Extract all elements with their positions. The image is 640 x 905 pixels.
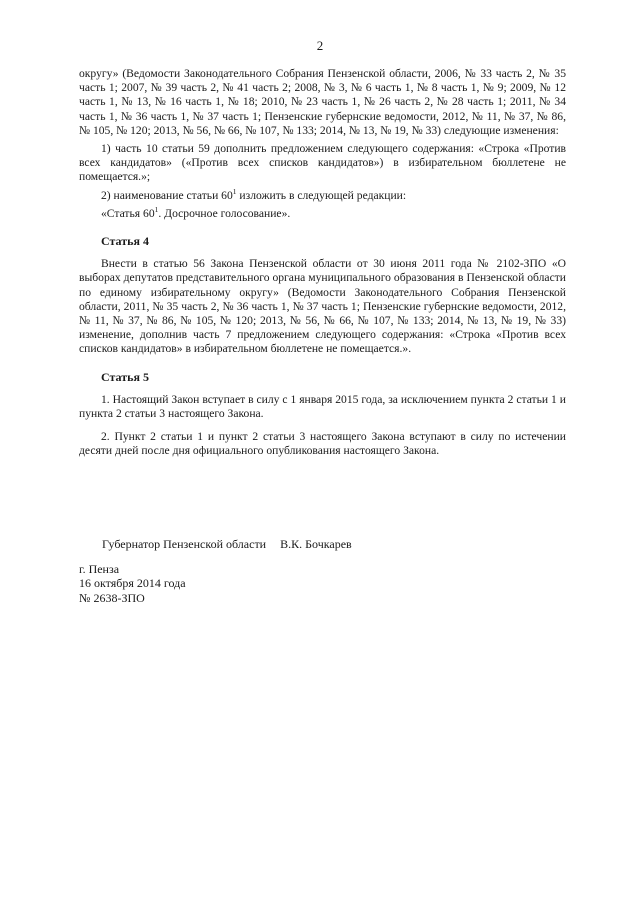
quote-text: «Статья 60 [101, 206, 155, 220]
quote-tail: . Досрочное голосование». [158, 206, 291, 220]
signature-name: В.К. Бочкарев [280, 537, 352, 551]
article-5-paragraph-1: 1. Настоящий Закон вступает в силу с 1 января 2015 года, за исключением пункта 2 статьи 1 и пункта 2 статьи 3 настоящего Закона. [79, 392, 566, 421]
article-5-heading: Статья 5 [101, 369, 149, 384]
intro-paragraph: округу» (Ведомости Законодательного Собрания Пензенской области, 2006, № 33 часть 2, № 35 часть 1; 2007, № 39 часть 2, № 41 часть 2; 2008, № 3, № 6 часть 1, № 8 часть 1, № 9; 2009, № 12 часть 1, № 13, № 16 часть 1, № 18; 2010, № 23 часть 1, № 26 часть 2, № 28 часть 1; 2011, № 34 часть 1, № 36 часть 1, № 37 часть 1; Пензенские губернские ведомости, 2012, № 11, № 37, № 86, № 105, № 120; 2013, № 56, № 66, № 107, № 133; 2014, № 13, № 19, № 33) следующие изменения: [79, 67, 566, 137]
footer-number: № 2638-ЗПО [79, 590, 145, 605]
amendment-item-1: 1) часть 10 статьи 59 дополнить предложением следующего содержания: «Строка «Против всех кандидатов» («Против всех списков кандидатов») в избирательном бюллетене не помещается.»; [79, 142, 566, 184]
article-4-heading: Статья 4 [101, 234, 149, 249]
amendment-item-2-quote [79, 204, 566, 221]
page-number: 2 [316, 38, 324, 53]
signature-block [102, 537, 352, 552]
footer-date: 16 октября 2014 года [79, 576, 186, 591]
amendment-item-2-text: 2) наименование статьи 60 [101, 188, 233, 202]
amendment-item-2 [79, 186, 566, 203]
signature-title: Губернатор Пензенской области [102, 537, 267, 551]
article-5-paragraph-2: 2. Пункт 2 статьи 1 и пункт 2 статьи 3 настоящего Закона вступают в силу по истечении десяти дней после дня официального опубликования настоящего Закона. [79, 430, 566, 458]
footer-block [79, 562, 186, 605]
amendment-item-2-tail: изложить в следующей редакции: [236, 188, 407, 202]
superscript-index: 1 [154, 204, 159, 214]
document-body [79, 67, 566, 459]
article-4-text: Внести в статью 56 Закона Пензенской области от 30 июня 2011 года № 2102-ЗПО «О выборах депутатов представительного органа муниципального образования в Пензенской области по единому избирательному округу» (Ведомости Законодательного Собрания Пензенской области, 2011, № 35 часть 2, № 36 часть 1, № 37 часть 1; Пензенские губернские ведомости, 2012, № 11, № 37, № 86, № 105, № 120; 2013, № 56, № 66, № 107, № 133; 2014, № 13, № 19, № 33) изменение, дополнив часть 7 предложением следующего содержания: «Строка «Против всех списков кандидатов» в избирательном бюллетене не помещается.». [79, 257, 566, 356]
superscript-index: 1 [232, 186, 237, 196]
footer-city: г. Пенза [79, 562, 120, 576]
